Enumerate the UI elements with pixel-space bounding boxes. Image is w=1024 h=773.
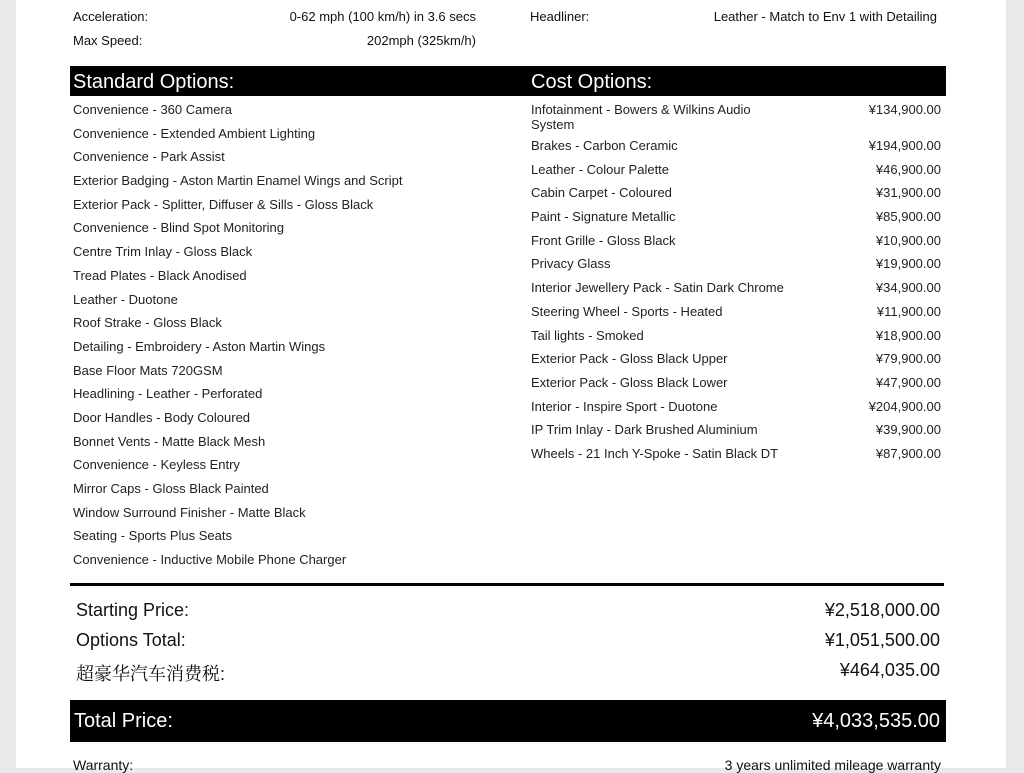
cost-option-name: Exterior Pack - Gloss Black Upper xyxy=(531,351,728,367)
total-price-label: Total Price: xyxy=(74,710,173,732)
cost-option-name: IP Trim Inlay - Dark Brushed Aluminium xyxy=(531,422,758,438)
cost-option-name: Interior - Inspire Sport - Duotone xyxy=(531,398,718,414)
cost-option-row xyxy=(531,375,941,399)
max-speed-value: 202mph (325km/h) xyxy=(366,33,476,48)
cost-option-price: ¥10,900.00 xyxy=(875,232,941,248)
list-item: Convenience - Inductive Mobile Phone Charger xyxy=(73,552,347,568)
list-item: Base Floor Mats 720GSM xyxy=(73,362,223,378)
list-item: Convenience - Extended Ambient Lighting xyxy=(73,125,316,141)
options-total-label: Options Total: xyxy=(76,630,186,650)
cost-options-title: Cost Options: xyxy=(531,71,653,93)
cost-option-name: Steering Wheel - Sports - Heated xyxy=(531,303,723,319)
cost-option-price: ¥19,900.00 xyxy=(875,256,941,272)
cost-option-name: Leather - Colour Palette xyxy=(531,161,670,177)
standard-options-title: Standard Options: xyxy=(73,71,235,93)
list-item: Exterior Badging - Aston Martin Enamel Wings and Script xyxy=(73,173,403,189)
list-item: Tread Plates - Black Anodised xyxy=(73,267,247,283)
cost-option-price: ¥194,900.00 xyxy=(868,138,941,153)
cost-option-name: Tail lights - Smoked xyxy=(531,327,644,343)
list-item: Bonnet Vents - Matte Black Mesh xyxy=(73,433,266,449)
cost-option-price: ¥204,900.00 xyxy=(868,398,941,414)
cost-option-row xyxy=(531,280,941,304)
list-item: Door Handles - Body Coloured xyxy=(73,409,251,425)
cost-option-row xyxy=(531,102,941,138)
cost-option-name: Wheels - 21 Inch Y-Spoke - Satin Black DT xyxy=(531,445,779,461)
list-item: Exterior Pack - Splitter, Diffuser & Sills - Gloss Black xyxy=(73,196,374,212)
cost-option-row xyxy=(531,162,941,186)
cost-option-price: ¥46,900.00 xyxy=(875,161,941,177)
list-item: Convenience - Blind Spot Monitoring xyxy=(73,220,285,236)
cost-option-name: Infotainment - Bowers & Wilkins Audio System xyxy=(531,102,751,132)
cost-option-row xyxy=(531,351,941,375)
cost-option-row xyxy=(531,399,941,423)
list-item: Convenience - Keyless Entry xyxy=(73,457,240,473)
cost-option-row xyxy=(531,446,941,470)
cost-option-row xyxy=(531,233,941,257)
cost-option-price: ¥85,900.00 xyxy=(875,209,941,225)
total-price-bar xyxy=(70,700,946,742)
list-item: Convenience - 360 Camera xyxy=(73,102,232,117)
cost-option-name: Exterior Pack - Gloss Black Lower xyxy=(531,374,728,390)
cost-option-price: ¥79,900.00 xyxy=(875,351,941,367)
cost-option-name: Interior Jewellery Pack - Satin Dark Chrome xyxy=(531,280,784,296)
cost-option-name: Front Grille - Gloss Black xyxy=(531,232,676,248)
max-speed-label: Max Speed: xyxy=(73,33,143,48)
list-item: Headlining - Leather - Perforated xyxy=(73,386,263,402)
cost-option-row xyxy=(531,304,941,328)
cost-options-list xyxy=(531,102,941,470)
cost-option-price: ¥31,900.00 xyxy=(875,185,941,201)
cost-option-name: Paint - Signature Metallic xyxy=(531,209,676,225)
list-item: Window Surround Finisher - Matte Black xyxy=(73,504,306,520)
list-item: Centre Trim Inlay - Gloss Black xyxy=(73,244,253,260)
headliner-value: Leather - Match to Env 1 with Detailing xyxy=(713,9,937,24)
cost-option-row xyxy=(531,256,941,280)
cost-option-row xyxy=(531,138,941,162)
starting-price-value: ¥2,518,000.00 xyxy=(824,600,940,620)
warranty-value: 3 years unlimited mileage warranty xyxy=(724,757,941,773)
list-item: Seating - Sports Plus Seats xyxy=(73,528,232,544)
list-item: Detailing - Embroidery - Aston Martin Wings xyxy=(73,338,326,354)
cost-option-name: Privacy Glass xyxy=(531,256,611,272)
options-total-value: ¥1,051,500.00 xyxy=(824,630,940,650)
starting-price-label: Starting Price: xyxy=(76,600,190,620)
cost-option-price: ¥39,900.00 xyxy=(875,422,941,438)
cost-option-price: ¥18,900.00 xyxy=(875,327,941,343)
list-item: Convenience - Park Assist xyxy=(73,149,225,165)
cost-option-row xyxy=(531,185,941,209)
cost-option-row xyxy=(531,422,941,446)
list-item: Mirror Caps - Gloss Black Painted xyxy=(73,481,269,496)
options-header-bar xyxy=(70,66,946,96)
cost-option-price: ¥11,900.00 xyxy=(876,303,941,319)
total-price-value: ¥4,033,535.00 xyxy=(812,710,940,732)
luxury-tax-value: ¥464,035.00 xyxy=(839,660,940,680)
cost-option-name: Cabin Carpet - Coloured xyxy=(531,185,672,201)
cost-option-price: ¥34,900.00 xyxy=(875,280,941,296)
luxury-tax-label: 超豪华汽车消费税: xyxy=(76,664,226,684)
acceleration-label: Acceleration: xyxy=(73,9,149,24)
warranty-label: Warranty: xyxy=(73,757,134,773)
cost-option-price: ¥47,900.00 xyxy=(875,374,941,390)
cost-option-row xyxy=(531,328,941,352)
price-sheet-page xyxy=(16,0,1006,773)
list-item: Leather - Duotone xyxy=(73,291,178,307)
cost-option-row xyxy=(531,209,941,233)
standard-options-list xyxy=(73,102,473,576)
cost-option-price: ¥134,900.00 xyxy=(868,102,941,117)
acceleration-value: 0-62 mph (100 km/h) in 3.6 secs xyxy=(289,9,476,24)
summary-divider xyxy=(70,583,944,586)
cost-option-name: Brakes - Carbon Ceramic xyxy=(531,138,678,153)
headliner-label: Headliner: xyxy=(530,9,590,24)
list-item: Roof Strake - Gloss Black xyxy=(73,315,222,331)
cost-option-price: ¥87,900.00 xyxy=(875,445,941,461)
